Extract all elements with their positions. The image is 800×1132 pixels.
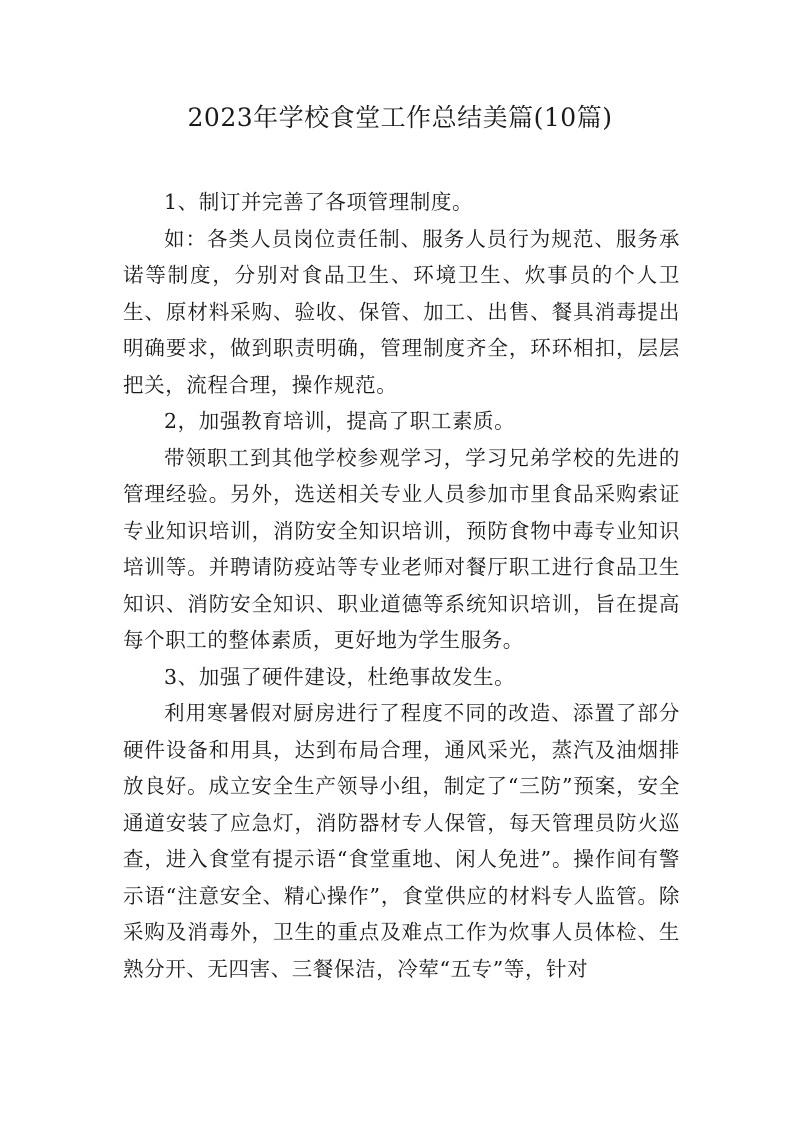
paragraph-2: 如：各类人员岗位责任制、服务人员行为规范、服务承诺等制度，分别对食品卫生、环境卫生、炊事员的个人卫生、原材料采购、验收、保管、加工、出售、餐具消毒提出明确要求，做到职责明确，管理制度齐全，环环相扣，层层把关，流程合理，操作规范。	[123, 226, 680, 397]
paragraph-4: 带领职工到其他学校参观学习，学习兄弟学校的先进的管理经验。另外，选送相关专业人员参加市里食品采购索证专业知识培训，消防安全知识培训，预防食物中毒专业知识培训等。并聘请防疫站等专业老师对餐厅职工进行食品卫生知识、消防安全知识、职业道德等系统知识培训，旨在提高每个职工的整体素质，更好地为学生服务。	[123, 445, 680, 652]
paragraph-1: 1、制订并完善了各项管理制度。	[164, 190, 474, 214]
document-title: 2023年学校食堂工作总结美篇(10篇)	[187, 103, 613, 132]
document-body	[123, 184, 680, 987]
paragraph-3: 2，加强教育培训，提高了职工素质。	[164, 409, 516, 433]
paragraph-5: 3、加强了硬件建设，杜绝事故发生。	[164, 664, 516, 689]
paragraph-6: 利用寒暑假对厨房进行了程度不同的改造、添置了部分硬件设备和用具，达到布局合理，通风采光，蒸汽及油烟排放良好。成立安全生产领导小组，制定了“三防”预案，安全通道安装了应急灯，消防器材专人保管，每天管理员防火巡查，进入食堂有提示语“食堂重地、闲人免进”。操作间有警示语“注意安全、精心操作”，食堂供应的材料专人监管。除采购及消毒外，卫生的重点及难点工作为炊事人员体检、生熟分开、无四害、三餐保洁，冷荤“五专”等，针对	[123, 701, 680, 981]
